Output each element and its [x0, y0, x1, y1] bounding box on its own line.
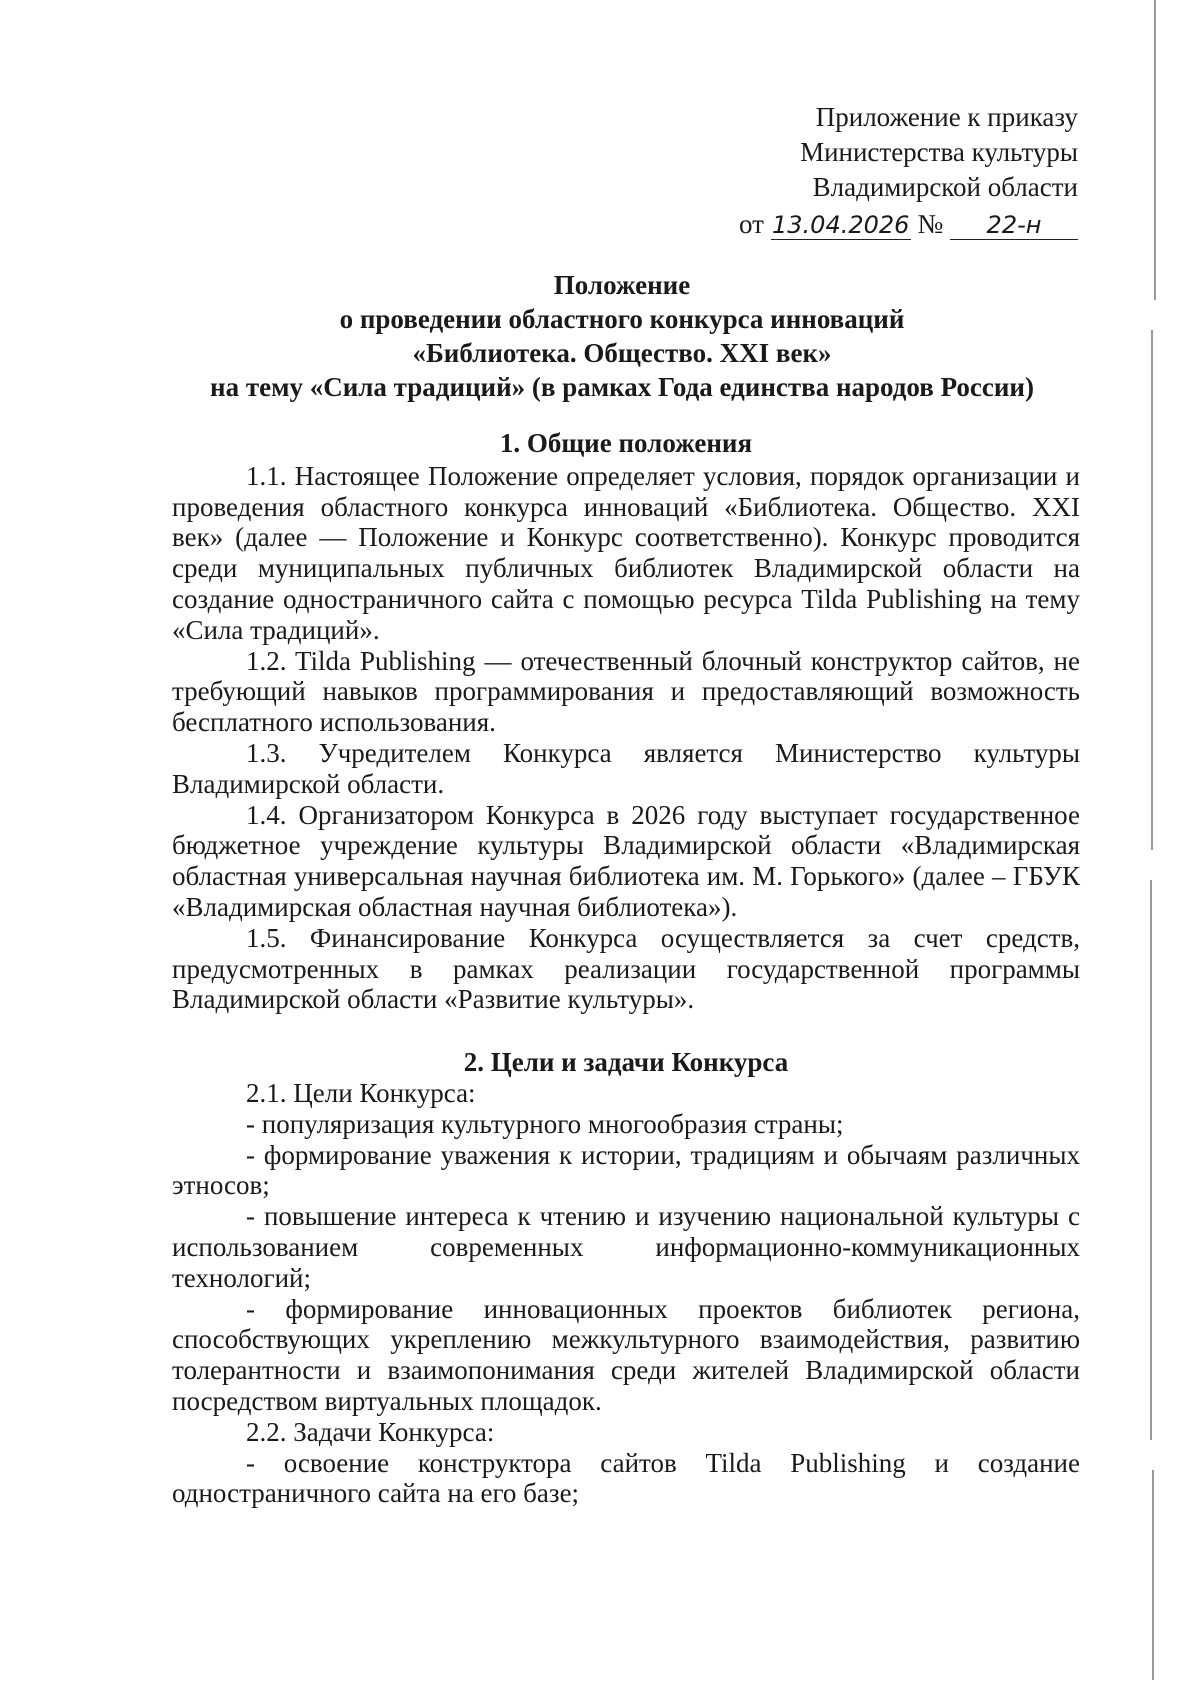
title-line: о проведении областного конкурса инноваций [339, 304, 905, 334]
header-line: Владимирской области [812, 172, 1078, 202]
list-item: - формирование уважения к истории, традициям и обычаям различных этносов; [172, 1139, 1080, 1201]
document-title [160, 268, 1084, 404]
paragraph: 2.2. Задачи Конкурса: [246, 1416, 495, 1447]
order-appendix-header [558, 100, 1078, 242]
number-sign: № [917, 209, 944, 239]
header-line: Министерства культуры [800, 137, 1078, 167]
title-line: Положение [553, 270, 691, 300]
paragraph: 1.2. Tilda Publishing — отечественный блочный конструктор сайтов, не требующий навыков программирования и предоставляющий возможность бесплатного использования. [172, 645, 1080, 738]
date-prefix: от [739, 209, 764, 239]
scan-edge-line [1150, 880, 1152, 1440]
paragraph: 1.3. Учредителем Конкурса является Министерство культуры Владимирской области. [172, 737, 1080, 799]
title-line: «Библиотека. Общество. XXI век» [412, 338, 832, 368]
title-line: на тему «Сила традиций» (в рамках Года единства народов России) [210, 372, 1034, 402]
list-item: - популяризация культурного многообразия страны; [246, 1108, 844, 1139]
scan-edge-line [1151, 330, 1153, 850]
paragraph: 1.1. Настоящее Положение определяет условия, порядок организации и проведения областного конкурса инноваций «Библиотека. Общество. XXI век» (далее — Положение и Конкурс соответственно). Конкурс проводится среди муниципальных публичных библиотек Владимирской области на создание одностраничного сайта с помощью ресурса Tilda Publishing на тему «Сила традиций». [172, 460, 1080, 645]
paragraph: 2.1. Цели Конкурса: [246, 1077, 476, 1108]
header-line: Приложение к приказу [815, 102, 1078, 132]
section-heading: 1. Общие положения [499, 428, 753, 458]
list-item: - повышение интереса к чтению и изучению национальной культуры с использованием современных информационно-коммуникационных технологий; [172, 1201, 1080, 1293]
list-item: - формирование инновационных проектов библиотек региона, способствующих укреплению межкультурного взаимодействия, развитию толерантности и взаимопонимания среди жителей Владимирской области посредством виртуальных площадок. [172, 1293, 1080, 1416]
document-body [172, 428, 1080, 1509]
paragraph: 1.5. Финансирование Конкурса осуществляется за счет средств, предусмотренных в рамках реализации государственной программы Владимирской области «Развитие культуры». [172, 922, 1080, 1015]
section-heading: 2. Цели и задачи Конкурса [463, 1047, 789, 1078]
handwritten-order-number: 22-н [950, 211, 1078, 240]
scan-edge-line [1152, 1470, 1154, 1680]
handwritten-date: 13.04.2026 [772, 211, 910, 239]
paragraph: 1.4. Организатором Конкурса в 2026 году выступает государственное бюджетное учреждение культуры Владимирской области «Владимирская областная универсальная научная библиотека им. М. Горького» (далее – ГБУК «Владимирская областная научная библиотека»). [172, 799, 1080, 922]
order-date-line [558, 207, 1078, 242]
scan-edge-line [1154, 0, 1156, 300]
list-item: - освоение конструктора сайтов Tilda Publishing и создание одностраничного сайта на его базе; [172, 1447, 1080, 1509]
